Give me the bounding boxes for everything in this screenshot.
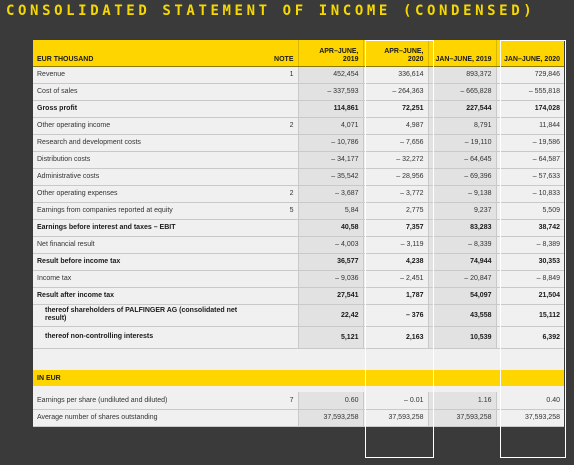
- row-value-0: 5,121: [298, 326, 363, 348]
- row-note: [246, 270, 298, 287]
- row-value-1: – 264,363: [363, 83, 428, 100]
- row-value-2: 9,237: [428, 202, 496, 219]
- table-row: [33, 236, 564, 253]
- row-value-3: – 57,633: [496, 168, 564, 185]
- row-value-0: 37,593,258: [298, 409, 363, 426]
- row-label: thereof non-controlling interests: [33, 326, 246, 348]
- row-value-1: 37,593,258: [363, 409, 428, 426]
- table-row: [33, 409, 564, 426]
- header-label: EUR THOUSAND: [33, 40, 246, 66]
- row-note: 5: [246, 202, 298, 219]
- row-value-0: 0.60: [298, 392, 363, 409]
- table-row: [33, 253, 564, 270]
- row-value-2: 10,539: [428, 326, 496, 348]
- header-note: NOTE: [246, 40, 298, 66]
- row-value-3: – 64,587: [496, 151, 564, 168]
- row-value-2: 54,097: [428, 287, 496, 304]
- row-note: 2: [246, 185, 298, 202]
- row-value-2: 8,791: [428, 117, 496, 134]
- table-row: [33, 134, 564, 151]
- row-value-1: 2,775: [363, 202, 428, 219]
- row-note: [246, 168, 298, 185]
- row-label: Earnings per share (undiluted and diluted): [33, 392, 246, 409]
- row-value-3: – 555,818: [496, 83, 564, 100]
- row-value-0: – 35,542: [298, 168, 363, 185]
- row-label: Research and development costs: [33, 134, 246, 151]
- row-value-3: 37,593,258: [496, 409, 564, 426]
- row-value-3: 21,504: [496, 287, 564, 304]
- table-row: [33, 270, 564, 287]
- row-value-3: 11,844: [496, 117, 564, 134]
- row-value-1: 7,357: [363, 219, 428, 236]
- row-value-0: 4,071: [298, 117, 363, 134]
- row-note: [246, 236, 298, 253]
- table-row: [33, 202, 564, 219]
- row-value-2: – 20,847: [428, 270, 496, 287]
- row-label: Revenue: [33, 66, 246, 83]
- row-note: [246, 151, 298, 168]
- row-value-2: 43,558: [428, 304, 496, 326]
- row-note: [246, 134, 298, 151]
- row-value-2: 74,944: [428, 253, 496, 270]
- row-value-1: – 3,119: [363, 236, 428, 253]
- row-note: [246, 409, 298, 426]
- row-value-1: 4,987: [363, 117, 428, 134]
- row-label: Earnings before interest and taxes – EBIT: [33, 219, 246, 236]
- row-value-3: – 8,389: [496, 236, 564, 253]
- row-value-1: – 28,956: [363, 168, 428, 185]
- row-value-1: 2,163: [363, 326, 428, 348]
- table-row: [33, 151, 564, 168]
- section-fill: [246, 370, 298, 386]
- row-value-0: – 337,593: [298, 83, 363, 100]
- row-value-2: – 665,828: [428, 83, 496, 100]
- row-value-0: 40,58: [298, 219, 363, 236]
- section-fill: [496, 370, 564, 386]
- row-value-2: – 19,110: [428, 134, 496, 151]
- section-header-row: [33, 370, 564, 386]
- row-value-2: – 69,396: [428, 168, 496, 185]
- row-value-3: 174,028: [496, 100, 564, 117]
- row-note: [246, 253, 298, 270]
- page-title: CONSOLIDATED STATEMENT OF INCOME (CONDENSED): [6, 3, 536, 19]
- row-value-1: 72,251: [363, 100, 428, 117]
- row-label: Other operating expenses: [33, 185, 246, 202]
- row-value-0: 27,541: [298, 287, 363, 304]
- row-value-1: 4,238: [363, 253, 428, 270]
- header-period-3: JAN–JUNE, 2020: [496, 40, 564, 66]
- row-note: [246, 287, 298, 304]
- section-fill: [363, 370, 428, 386]
- row-value-1: – 3,772: [363, 185, 428, 202]
- section-fill: [298, 370, 363, 386]
- table-row: [33, 392, 564, 409]
- row-label: Other operating income: [33, 117, 246, 134]
- row-value-0: 22,42: [298, 304, 363, 326]
- row-value-3: – 8,849: [496, 270, 564, 287]
- row-label: Distribution costs: [33, 151, 246, 168]
- header-period-2: JAN–JUNE, 2019: [428, 40, 496, 66]
- row-value-0: – 10,786: [298, 134, 363, 151]
- row-label: Result after income tax: [33, 287, 246, 304]
- row-label: Average number of shares outstanding: [33, 409, 246, 426]
- table-row: [33, 100, 564, 117]
- row-label: Earnings from companies reported at equity: [33, 202, 246, 219]
- table-row: [33, 117, 564, 134]
- row-note: 2: [246, 117, 298, 134]
- row-label: Net financial result: [33, 236, 246, 253]
- table-row: [33, 219, 564, 236]
- row-value-0: – 34,177: [298, 151, 363, 168]
- row-note: [246, 219, 298, 236]
- row-value-3: 38,742: [496, 219, 564, 236]
- row-value-0: 5,84: [298, 202, 363, 219]
- row-value-3: 15,112: [496, 304, 564, 326]
- row-value-2: – 64,645: [428, 151, 496, 168]
- row-label: Cost of sales: [33, 83, 246, 100]
- row-value-1: – 376: [363, 304, 428, 326]
- row-label: Administrative costs: [33, 168, 246, 185]
- row-value-1: – 2,451: [363, 270, 428, 287]
- row-note: 1: [246, 66, 298, 83]
- row-value-0: 452,454: [298, 66, 363, 83]
- table-row: [33, 66, 564, 83]
- row-label: Gross profit: [33, 100, 246, 117]
- row-value-1: – 0.01: [363, 392, 428, 409]
- section-label: IN EUR: [33, 370, 246, 386]
- row-note: [246, 304, 298, 326]
- header-period-0: APR–JUNE, 2019: [298, 40, 363, 66]
- row-value-1: 336,614: [363, 66, 428, 83]
- row-value-3: 5,509: [496, 202, 564, 219]
- row-value-3: 0.40: [496, 392, 564, 409]
- section-fill: [428, 370, 496, 386]
- row-label: Result before income tax: [33, 253, 246, 270]
- row-value-0: – 4,003: [298, 236, 363, 253]
- row-value-3: 30,353: [496, 253, 564, 270]
- row-note: [246, 326, 298, 348]
- row-value-0: – 9,036: [298, 270, 363, 287]
- row-value-3: 6,392: [496, 326, 564, 348]
- row-value-0: 36,577: [298, 253, 363, 270]
- row-value-0: 114,861: [298, 100, 363, 117]
- row-note: [246, 100, 298, 117]
- table-row: [33, 83, 564, 100]
- row-value-2: 37,593,258: [428, 409, 496, 426]
- row-label: thereof shareholders of PALFINGER AG (consolidated net result): [33, 304, 246, 326]
- row-value-2: 1.16: [428, 392, 496, 409]
- row-value-2: 83,283: [428, 219, 496, 236]
- row-note: 7: [246, 392, 298, 409]
- row-value-2: – 8,339: [428, 236, 496, 253]
- row-value-1: – 32,272: [363, 151, 428, 168]
- row-value-3: – 19,586: [496, 134, 564, 151]
- income-statement-table: [33, 40, 564, 349]
- row-value-1: – 7,656: [363, 134, 428, 151]
- row-value-3: 729,846: [496, 66, 564, 83]
- row-value-1: 1,787: [363, 287, 428, 304]
- row-value-2: 893,372: [428, 66, 496, 83]
- table-row: [33, 287, 564, 304]
- table-header-row: [33, 40, 564, 66]
- table-row: [33, 168, 564, 185]
- header-period-1: APR–JUNE, 2020: [363, 40, 428, 66]
- row-value-2: 227,544: [428, 100, 496, 117]
- row-value-2: – 9,138: [428, 185, 496, 202]
- row-value-3: – 10,833: [496, 185, 564, 202]
- per-share-table: [33, 370, 564, 427]
- table-row: [33, 185, 564, 202]
- table-row: [33, 304, 564, 326]
- table-row: [33, 326, 564, 348]
- row-label: Income tax: [33, 270, 246, 287]
- row-value-0: – 3,687: [298, 185, 363, 202]
- row-note: [246, 83, 298, 100]
